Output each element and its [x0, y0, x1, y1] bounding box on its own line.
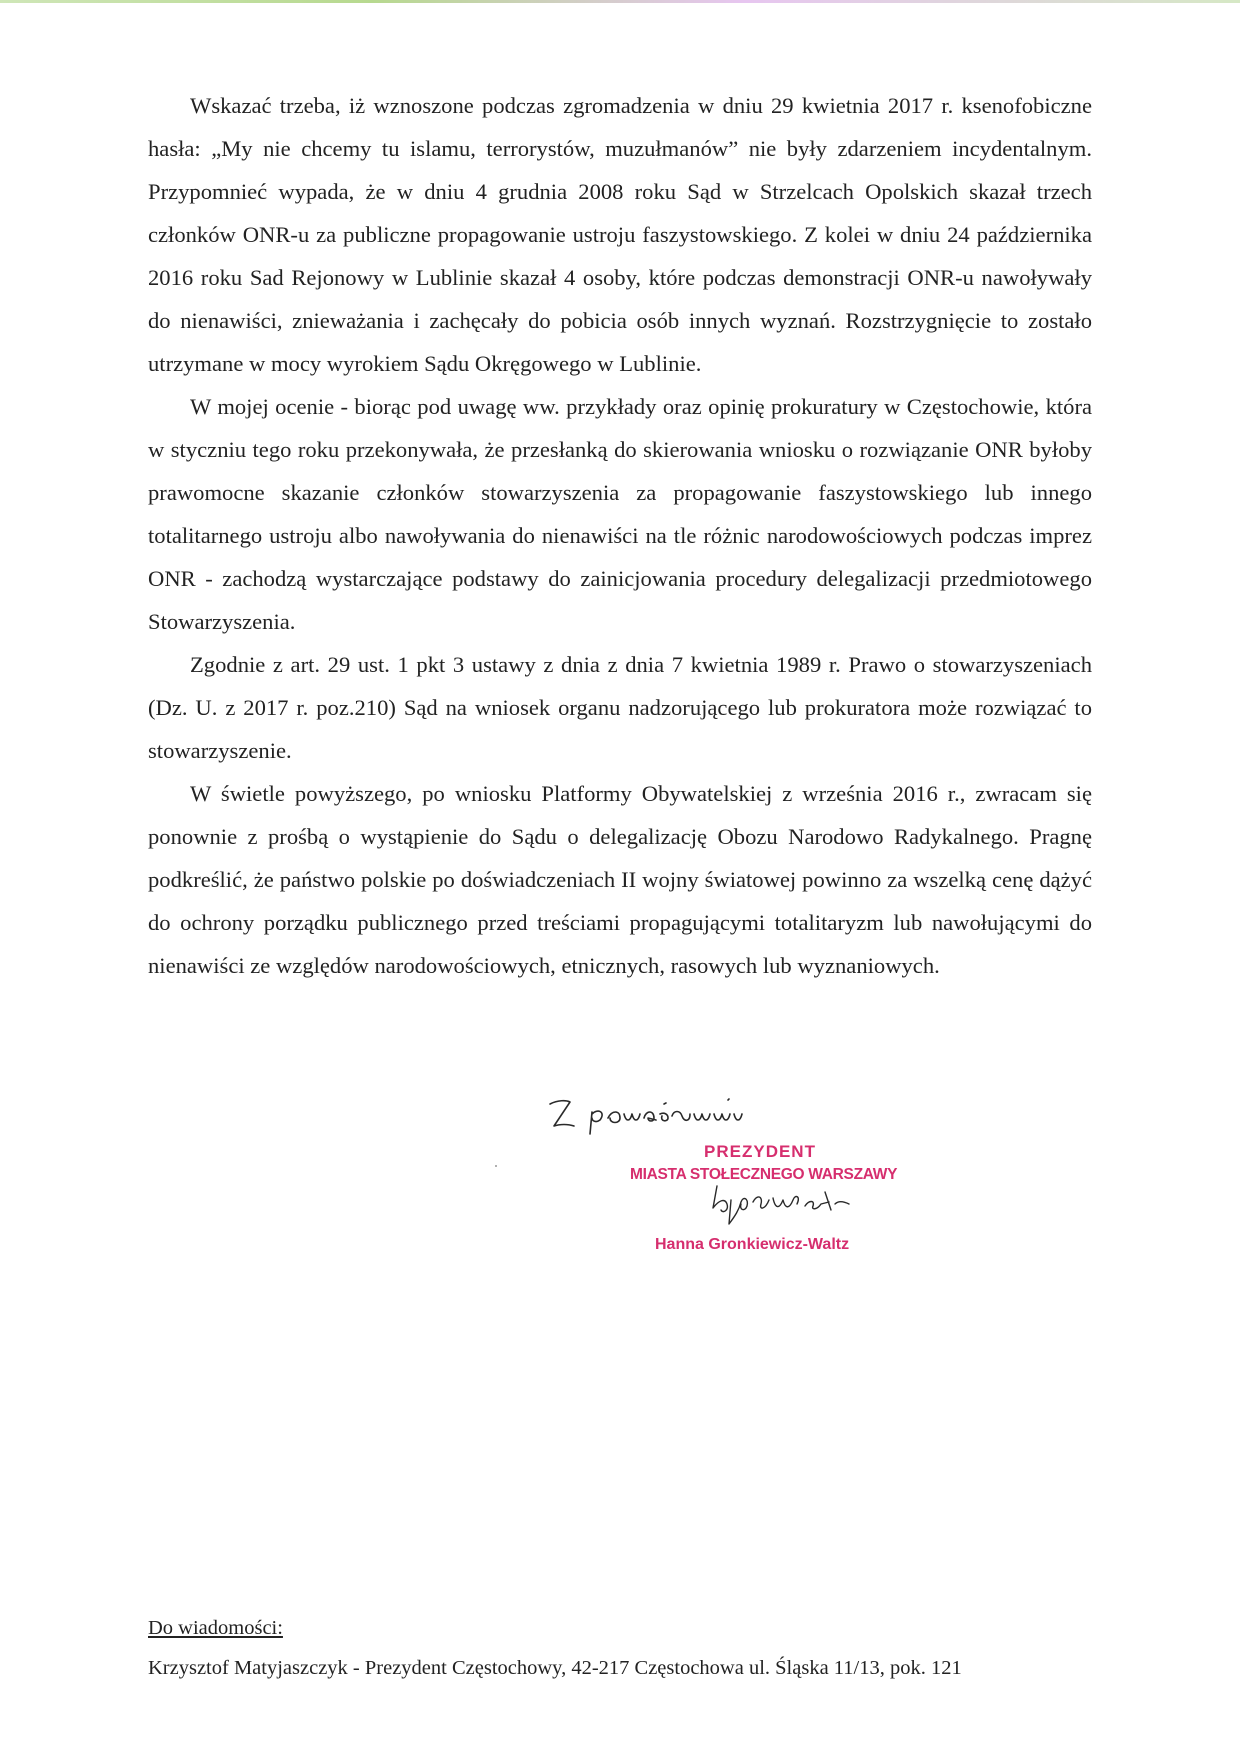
- paragraph-1: Wskazać trzeba, iż wznoszone podczas zgromadzenia w dniu 29 kwietnia 2017 r. ksenofobiczne hasła: „My nie chcemy tu islamu, terrorystów, muzułmanów” nie były zdarzeniem incydentalnym. Przypomnieć wypada, że w dniu 4 grudnia 2008 roku Sąd w Strzelcach Opolskich skazał trzech członków ONR-u za publiczne propagowanie ustroju faszystowskiego. Z kolei w dniu 24 października 2016 roku Sad Rejonowy w Lublinie skazał 4 osoby, które podczas demonstracji ONR-u nawoływały do nienawiści, znieważania i zachęcały do pobicia osób innych wyznań. Rozstrzygnięcie to zostało utrzymane w mocy wyrokiem Sądu Okręgowego w Lublinie.: [148, 93, 1092, 376]
- cc-recipient: Krzysztof Matyjaszczyk - Prezydent Częstochowy, 42-217 Częstochowa ul. Śląska 11/13, pok. 121: [148, 1657, 962, 1679]
- signature-block: [540, 1090, 960, 1260]
- handwritten-greeting-signature: [540, 1090, 800, 1140]
- paragraph-2: W mojej ocenie - biorąc pod uwagę ww. przykłady oraz opinię prokuratury w Częstochowie, która w styczniu tego roku przekonywała, że przesłanką do skierowania wniosku o rozwiązanie ONR byłoby prawomocne skazanie członków stowarzyszenia za propagowanie faszystowskiego lub innego totalitarnego ustroju albo nawoływania do nienawiści na tle różnic narodowościowych podczas imprez ONR - zachodzą wystarczające podstawy do zainicjowania procedury delegalizacji przedmiotowego Stowarzyszenia.: [148, 394, 1092, 634]
- paragraph-4: W świetle powyższego, po wniosku Platformy Obywatelskiej z września 2016 r., zwracam się ponownie z prośbą o wystąpienie do Sądu o delegalizację Obozu Narodowo Radykalnego. Pragnę podkreślić, że państwo polskie po doświadczeniach II wojny światowej powinno za wszelką cenę dążyć do ochrony porządku publicznego przed treściami propagującymi totalitaryzm lub nawołującymi do nienawiści ze względów narodowościowych, etnicznych, rasowych lub wyznaniowych.: [148, 781, 1092, 978]
- stamp-signatory: Hanna Gronkiewicz-Waltz: [655, 1236, 850, 1253]
- letter-body: [148, 84, 1092, 987]
- top-decorative-rule: [0, 0, 1240, 3]
- carbon-copy-block: [148, 1608, 1108, 1688]
- cc-heading: Do wiadomości:: [148, 1617, 283, 1639]
- scan-speck: [495, 1165, 497, 1167]
- stamp-title: PREZYDENT: [704, 1142, 816, 1161]
- paragraph-3: Zgodnie z art. 29 ust. 1 pkt 3 ustawy z dnia z dnia 7 kwietnia 1989 r. Prawo o stowarzyszeniach (Dz. U. z 2017 r. poz.210) Sąd na wniosek organu nadzorującego lub prokuratora może rozwiązać to stowarzyszenie.: [148, 652, 1092, 763]
- handwritten-signature: [705, 1180, 905, 1240]
- stamp-organization: MIASTA STOŁECZNEGO WARSZAWY: [630, 1166, 898, 1183]
